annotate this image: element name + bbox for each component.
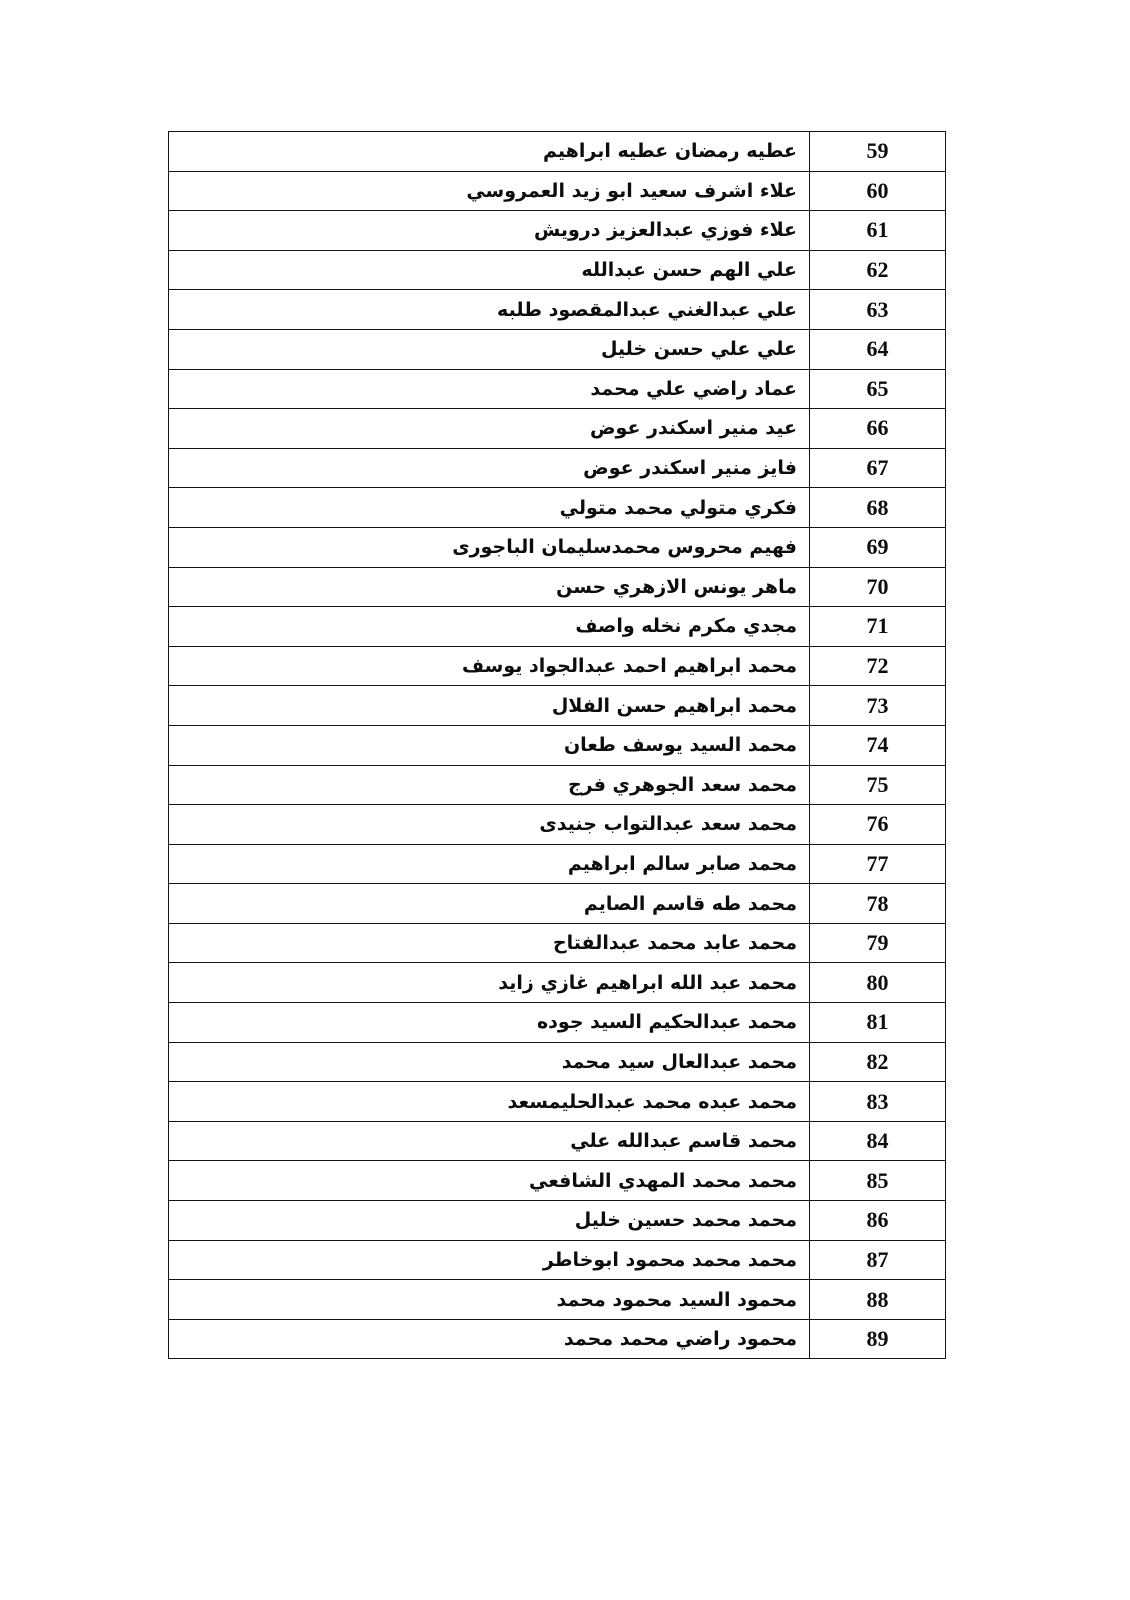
table-row: [169, 250, 946, 290]
table-row: [169, 725, 946, 765]
row-person-name: فكري متولي محمد متولي: [169, 488, 810, 528]
row-person-name: محمد طه قاسم الصايم: [169, 884, 810, 924]
row-person-name: محمد السيد يوسف طعان: [169, 725, 810, 765]
row-serial-number: 87: [810, 1240, 946, 1280]
row-serial-number: 72: [810, 646, 946, 686]
row-serial-number: 74: [810, 725, 946, 765]
row-person-name: محمد ابراهيم احمد عبدالجواد يوسف: [169, 646, 810, 686]
table-row: [169, 290, 946, 330]
row-serial-number: 77: [810, 844, 946, 884]
table-row: [169, 132, 946, 172]
row-serial-number: 88: [810, 1280, 946, 1320]
row-serial-number: 81: [810, 1003, 946, 1043]
table-row: [169, 369, 946, 409]
row-serial-number: 84: [810, 1121, 946, 1161]
row-person-name: فهيم محروس محمدسليمان الباجورى: [169, 527, 810, 567]
table-row: [169, 686, 946, 726]
table-row: [169, 1280, 946, 1320]
row-person-name: محمد عابد محمد عبدالفتاح: [169, 923, 810, 963]
row-serial-number: 70: [810, 567, 946, 607]
row-serial-number: 75: [810, 765, 946, 805]
table-row: [169, 1201, 946, 1241]
table-row: [169, 567, 946, 607]
table-row: [169, 448, 946, 488]
row-person-name: علاء فوزي عبدالعزيز درويش: [169, 211, 810, 251]
row-serial-number: 71: [810, 607, 946, 647]
row-serial-number: 59: [810, 132, 946, 172]
table-row: [169, 963, 946, 1003]
row-person-name: علي عبدالغني عبدالمقصود طلبه: [169, 290, 810, 330]
row-serial-number: 63: [810, 290, 946, 330]
table-row: [169, 844, 946, 884]
table-row: [169, 1121, 946, 1161]
row-person-name: محمد محمد المهدي الشافعي: [169, 1161, 810, 1201]
row-person-name: محمد محمد محمود ابوخاطر: [169, 1240, 810, 1280]
table-row: [169, 607, 946, 647]
row-serial-number: 83: [810, 1082, 946, 1122]
row-serial-number: 85: [810, 1161, 946, 1201]
table-row: [169, 884, 946, 924]
table-row: [169, 1042, 946, 1082]
row-serial-number: 62: [810, 250, 946, 290]
row-serial-number: 80: [810, 963, 946, 1003]
row-person-name: محمد عبده محمد عبدالحليمسعد: [169, 1082, 810, 1122]
row-person-name: عماد راضي علي محمد: [169, 369, 810, 409]
row-person-name: محمد ابراهيم حسن الفلال: [169, 686, 810, 726]
row-person-name: محمد عبدالعال سيد محمد: [169, 1042, 810, 1082]
row-serial-number: 61: [810, 211, 946, 251]
table-row: [169, 329, 946, 369]
row-person-name: محمد صابر سالم ابراهيم: [169, 844, 810, 884]
row-serial-number: 68: [810, 488, 946, 528]
table-row: [169, 527, 946, 567]
row-person-name: علي علي حسن خليل: [169, 329, 810, 369]
row-serial-number: 60: [810, 171, 946, 211]
row-serial-number: 76: [810, 805, 946, 845]
row-person-name: عطيه رمضان عطيه ابراهيم: [169, 132, 810, 172]
table-row: [169, 646, 946, 686]
row-person-name: محمد سعد الجوهري فرج: [169, 765, 810, 805]
row-serial-number: 73: [810, 686, 946, 726]
row-serial-number: 65: [810, 369, 946, 409]
row-person-name: محمد سعد عبدالتواب جنيدى: [169, 805, 810, 845]
row-serial-number: 66: [810, 409, 946, 449]
table-row: [169, 1319, 946, 1359]
row-person-name: محمد عبد الله ابراهيم غازي زايد: [169, 963, 810, 1003]
row-person-name: محمود السيد محمود محمد: [169, 1280, 810, 1320]
row-serial-number: 86: [810, 1201, 946, 1241]
row-person-name: ماهر يونس الازهري حسن: [169, 567, 810, 607]
row-serial-number: 67: [810, 448, 946, 488]
row-person-name: محمد قاسم عبدالله علي: [169, 1121, 810, 1161]
table-row: [169, 488, 946, 528]
table-row: [169, 805, 946, 845]
row-serial-number: 79: [810, 923, 946, 963]
row-person-name: محمود راضي محمد محمد: [169, 1319, 810, 1359]
row-person-name: محمد محمد حسين خليل: [169, 1201, 810, 1241]
table-row: [169, 211, 946, 251]
table-row: [169, 1082, 946, 1122]
table-row: [169, 409, 946, 449]
table-row: [169, 923, 946, 963]
names-table-body: [169, 132, 946, 1359]
row-person-name: علي الهم حسن عبدالله: [169, 250, 810, 290]
row-serial-number: 89: [810, 1319, 946, 1359]
row-person-name: علاء اشرف سعيد ابو زيد العمروسي: [169, 171, 810, 211]
table-row: [169, 765, 946, 805]
table-row: [169, 171, 946, 211]
row-serial-number: 64: [810, 329, 946, 369]
names-table: [168, 131, 946, 1359]
table-row: [169, 1240, 946, 1280]
table-row: [169, 1003, 946, 1043]
row-serial-number: 82: [810, 1042, 946, 1082]
row-person-name: عيد منير اسكندر عوض: [169, 409, 810, 449]
row-serial-number: 78: [810, 884, 946, 924]
row-person-name: مجدي مكرم نخله واصف: [169, 607, 810, 647]
row-person-name: فايز منير اسكندر عوض: [169, 448, 810, 488]
table-row: [169, 1161, 946, 1201]
row-serial-number: 69: [810, 527, 946, 567]
row-person-name: محمد عبدالحكيم السيد جوده: [169, 1003, 810, 1043]
